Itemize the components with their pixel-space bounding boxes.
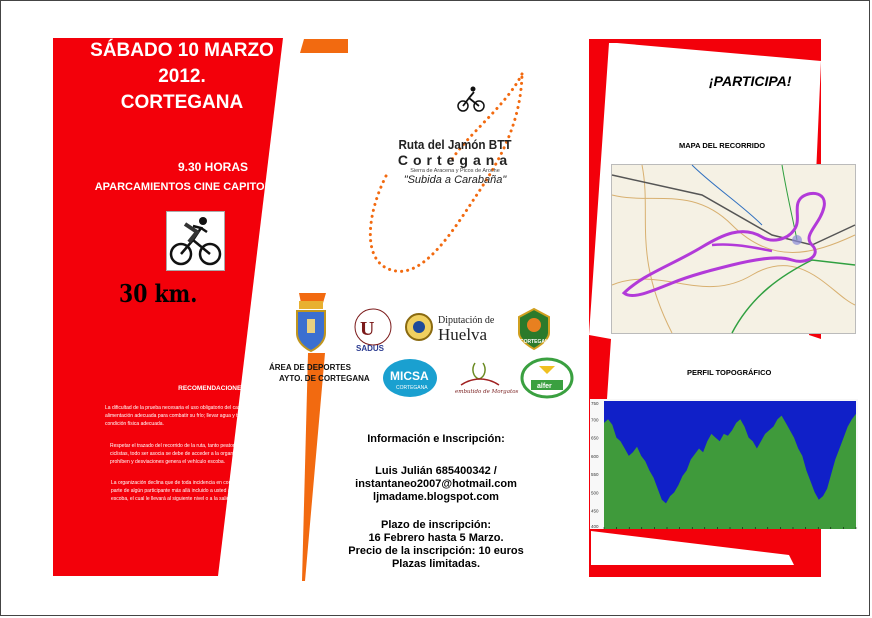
recommendation-paragraph-2: Respetar el trazado del recorrido de la ruta, tanto peatones y otros ciclistas, todo ser asocia se debe de acceder a la organización, se prohíben y desviaciones genera el vehículo escoba. <box>110 443 258 465</box>
profile-y-tick: 750 <box>591 401 599 406</box>
price-text: Precio de la inscripción: 10 euros <box>348 545 524 557</box>
alfer-logo <box>521 358 573 398</box>
topographic-profile-chart <box>590 399 858 529</box>
diputacion-huelva-logo <box>404 309 500 345</box>
profile-y-tick: 400 <box>591 524 599 529</box>
brand-line-2: Cortegana <box>397 152 513 168</box>
title-line-2: 2012. <box>158 66 206 87</box>
brand-line-1: Ruta del Jamón BTT <box>398 137 512 152</box>
diputacion-top: Diputación de <box>438 315 495 326</box>
micsa-label: MICSA <box>390 369 429 383</box>
event-place: APARCAMIENTOS CINE CAPITOL <box>94 181 272 193</box>
profile-y-tick: 550 <box>591 472 599 478</box>
recommendation-paragraph-3: La organización declina que de toda incidencia en cometerse en por parte de algún participante más allá incluido a usted al vehículo escoba, el cual le llevará al siguiente nivel o a la salida. <box>111 480 263 502</box>
info-contact: Luis Julián 685400342 / <box>375 465 497 477</box>
info-block <box>321 433 551 571</box>
recommendations-title: RECOMENDACIONES: <box>178 385 248 392</box>
deadline-text: 16 Febrero hasta 5 Marzo. <box>368 532 504 544</box>
orange-accent-top <box>300 39 348 55</box>
cortegana-coat-of-arms-icon <box>295 301 327 353</box>
cyclist-image <box>166 211 225 271</box>
profile-title: PERFIL TOPOGRÁFICO <box>687 368 772 377</box>
event-date-title <box>67 38 297 116</box>
info-blog[interactable]: ljmadame.blogspot.com <box>373 491 499 503</box>
brand-line-4: "Subida a Carabaña" <box>403 174 507 186</box>
title-line-3: CORTEGANA <box>120 92 244 113</box>
event-time: 9.30 HORAS <box>177 160 249 174</box>
cyclist-icon <box>167 212 224 270</box>
micsa-sub: CORTEGANA <box>396 385 428 391</box>
profile-y-tick: 700 <box>591 417 599 423</box>
event-distance: 30 km. <box>119 279 198 308</box>
info-heading: Información e Inscripción: <box>367 433 505 445</box>
info-email[interactable]: instantaneo2007@hotmail.com <box>355 478 517 490</box>
route-map <box>611 164 856 334</box>
profile-y-tick: 450 <box>591 508 599 514</box>
left-panel <box>53 38 283 576</box>
route-map-graphic <box>612 165 855 333</box>
brand-block <box>375 137 535 186</box>
profile-y-tick: 500 <box>591 490 599 496</box>
brand-line-3: Sierra de Aracena y Picos de Aroche <box>410 168 500 174</box>
profile-y-tick: 600 <box>591 453 599 459</box>
profile-y-tick: 650 <box>591 435 599 441</box>
limited-text: Plazas limitadas. <box>391 558 481 570</box>
map-title: MAPA DEL RECORRIDO <box>679 141 766 150</box>
recommendation-paragraph-1: La dificultad de la prueba necesaria el uso obligatorio del casco, alimentación adecuada para combatir su frío; llevar agua y tener una condición física adecuada. <box>105 405 258 427</box>
deadline-heading: Plazo de inscripción: <box>380 519 492 531</box>
badge-label: CORTEGANA <box>520 339 553 345</box>
cortegana-badge-logo <box>515 307 553 351</box>
title-line-1: SÁBADO 10 MARZO <box>90 40 274 61</box>
organizer-block <box>269 362 370 384</box>
mini-cyclist-icon <box>458 87 484 112</box>
embutidos-logo <box>453 359 519 399</box>
organizer-line-1: ÁREA DE DEPORTES <box>269 363 351 372</box>
uhu-sadus-logo <box>350 307 396 353</box>
micsa-logo <box>382 358 438 400</box>
alfer-label: alfer <box>537 383 552 390</box>
sadus-label: SADUS <box>356 344 385 353</box>
svg-text:U: U <box>360 318 375 340</box>
organizer-line-2: AYTO. DE CORTEGANA <box>279 374 370 383</box>
participa-heading: ¡PARTICIPA! <box>709 73 792 89</box>
diputacion-bottom: Huelva <box>438 325 488 344</box>
embutidos-label: embutido de Morgatos <box>455 389 519 395</box>
